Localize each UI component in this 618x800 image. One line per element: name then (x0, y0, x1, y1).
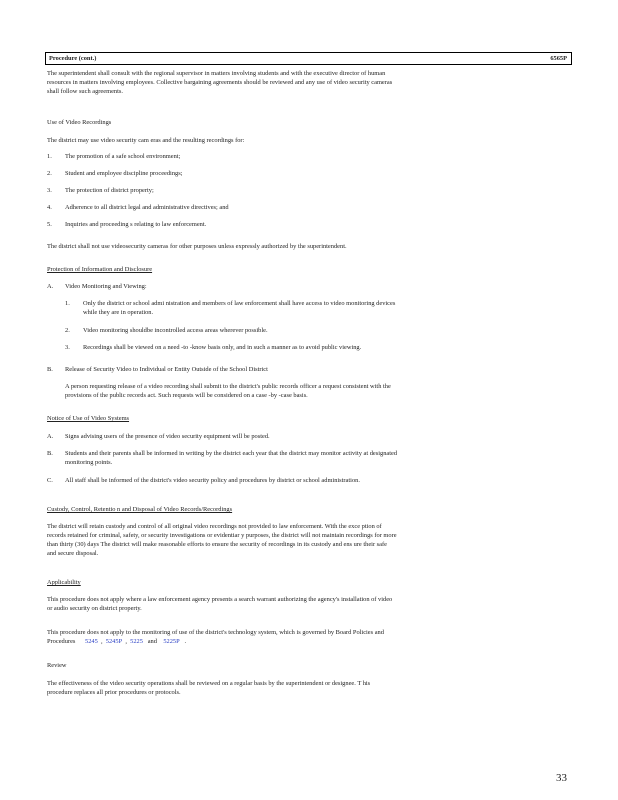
custody-line-1: The district will retain custody and control of all original video recordings not provided to law enforcement. With the exce ption of (47, 523, 382, 530)
page-number: 33 (556, 772, 567, 784)
procedure-link-5245p[interactable]: 5245P (105, 638, 123, 645)
use-heading: Use of Video Recordings (47, 119, 112, 126)
custody-line-2: records retained for criminal, safety, or security investigations or evidentiar y purposes, the district will not maintain recordings for more (47, 532, 397, 539)
protection-a3-line-1: Recordings shall be viewed on a need -to -know basis only, and in such a manner as to avoid public viewing. (83, 344, 362, 351)
protection-a-number: A. (47, 283, 54, 290)
procedures-period: . (184, 638, 187, 645)
applicability-p2-line-2: Procedures 5245 , 5245P , 5225 and 5225P . (47, 638, 187, 645)
procedures-label: Procedures (47, 638, 76, 645)
review-heading: Review (47, 662, 67, 669)
protection-a2-number: 2. (65, 327, 70, 334)
notice-b-line-2: monitoring points. (65, 459, 113, 466)
procedure-link-5245[interactable]: 5245 (85, 638, 98, 645)
use-item-3-text: The protection of district property; (65, 187, 154, 194)
notice-c-number: C. (47, 477, 53, 484)
review-line-1: The effectiveness of the video security operations shall be reviewed on a regular basis by the superintendent or designee. T his (47, 680, 371, 687)
procedure-header (45, 52, 572, 65)
custody-heading: Custody, Control, Retentio n and Disposal of Video Records/Recordings (47, 506, 233, 513)
intro-line-3: shall follow such agreements. (47, 88, 123, 95)
intro-line-1: The superintendent shall consult with the regional supervisor in matters involving students and with the executive director of human (47, 70, 386, 77)
applicability-p1-line-2: or audio security on district property. (47, 605, 142, 612)
use-item-4-number: 4. (47, 204, 52, 211)
protection-a1-line-1: Only the district or school admi nistration and members of law enforcement shall have access to video monitoring devices (83, 300, 396, 307)
use-item-4-text: Adherence to all district legal and administrative directives; and (65, 204, 229, 211)
use-item-1-text: The promotion of a safe school environment; (65, 153, 181, 160)
notice-a-line-1: Signs advising users of the presence of video security equipment will be posted. (65, 433, 270, 440)
use-item-2-number: 2. (47, 170, 52, 177)
intro-line-2: resources in matters involving employees. Collective bargaining agreements should be reviewed and any use of video security cameras (47, 79, 393, 86)
protection-a2-line-1: Video monitoring shouldbe incontrolled access areas wherever possible. (83, 327, 268, 334)
protection-b-line-1: A person requesting release of a video recording shall submit to the district's public records officer a request consistent with the (65, 383, 391, 390)
custody-line-4: and secure disposal. (47, 550, 99, 557)
protection-b-number: B. (47, 366, 53, 373)
use-closing: The district shall not use videosecurity cameras for other purposes unless expressly authorized by the superintendent. (47, 243, 347, 250)
notice-b-number: B. (47, 450, 53, 457)
header-code: 6565P (550, 55, 567, 62)
protection-b-line-2: provisions of the public records act. Such requests will be considered on a case -by -case basis. (65, 392, 308, 399)
procedure-link-5225p[interactable]: 5225P (163, 638, 180, 645)
applicability-p2-line-1: This procedure does not apply to the monitoring of use of the district's technology system, which is governed by Board Policies and (47, 629, 384, 636)
header-title: Procedure (cont.) (49, 55, 97, 62)
procedure-link-5225[interactable]: 5225 (130, 638, 143, 645)
review-line-2: procedure replaces all prior procedures or protocols. (47, 689, 181, 696)
use-item-1-number: 1. (47, 153, 52, 160)
use-item-2-text: Student and employee discipline proceedings; (65, 170, 183, 177)
protection-b-label: Release of Security Video to Individual or Entity Outside of the School District (65, 366, 268, 373)
protection-heading: Protection of Information and Disclosure (47, 266, 153, 273)
use-item-3-number: 3. (47, 187, 52, 194)
use-item-5-number: 5. (47, 221, 52, 228)
protection-a1-number: 1. (65, 300, 70, 307)
protection-a1-line-2: while they are in operation. (83, 309, 154, 316)
use-intro: The district may use video security cam eras and the resulting recordings for: (47, 137, 245, 144)
protection-a3-number: 3. (65, 344, 70, 351)
notice-heading: Notice of Use of Video Systems (47, 415, 130, 422)
notice-a-number: A. (47, 433, 54, 440)
notice-c-line-1: All staff shall be informed of the district's video security policy and procedures by district or school administration. (65, 477, 360, 484)
custody-line-3: than thirty (30) days The district will make reasonable efforts to ensure the security of recordings in its custody and ens ure their safe (47, 541, 387, 548)
notice-b-line-1: Students and their parents shall be informed in writing by the district each year that the district may monitor activity at designated (65, 450, 398, 457)
protection-a-label: Video Monitoring and Viewing: (65, 283, 147, 290)
applicability-p1-line-1: This procedure does not apply where a law enforcement agency presents a search warrant authorizing the agency's installation of video (47, 596, 393, 603)
use-item-5-text: Inquiries and proceeding s relating to law enforcement. (65, 221, 207, 228)
applicability-heading: Applicability (47, 579, 81, 586)
